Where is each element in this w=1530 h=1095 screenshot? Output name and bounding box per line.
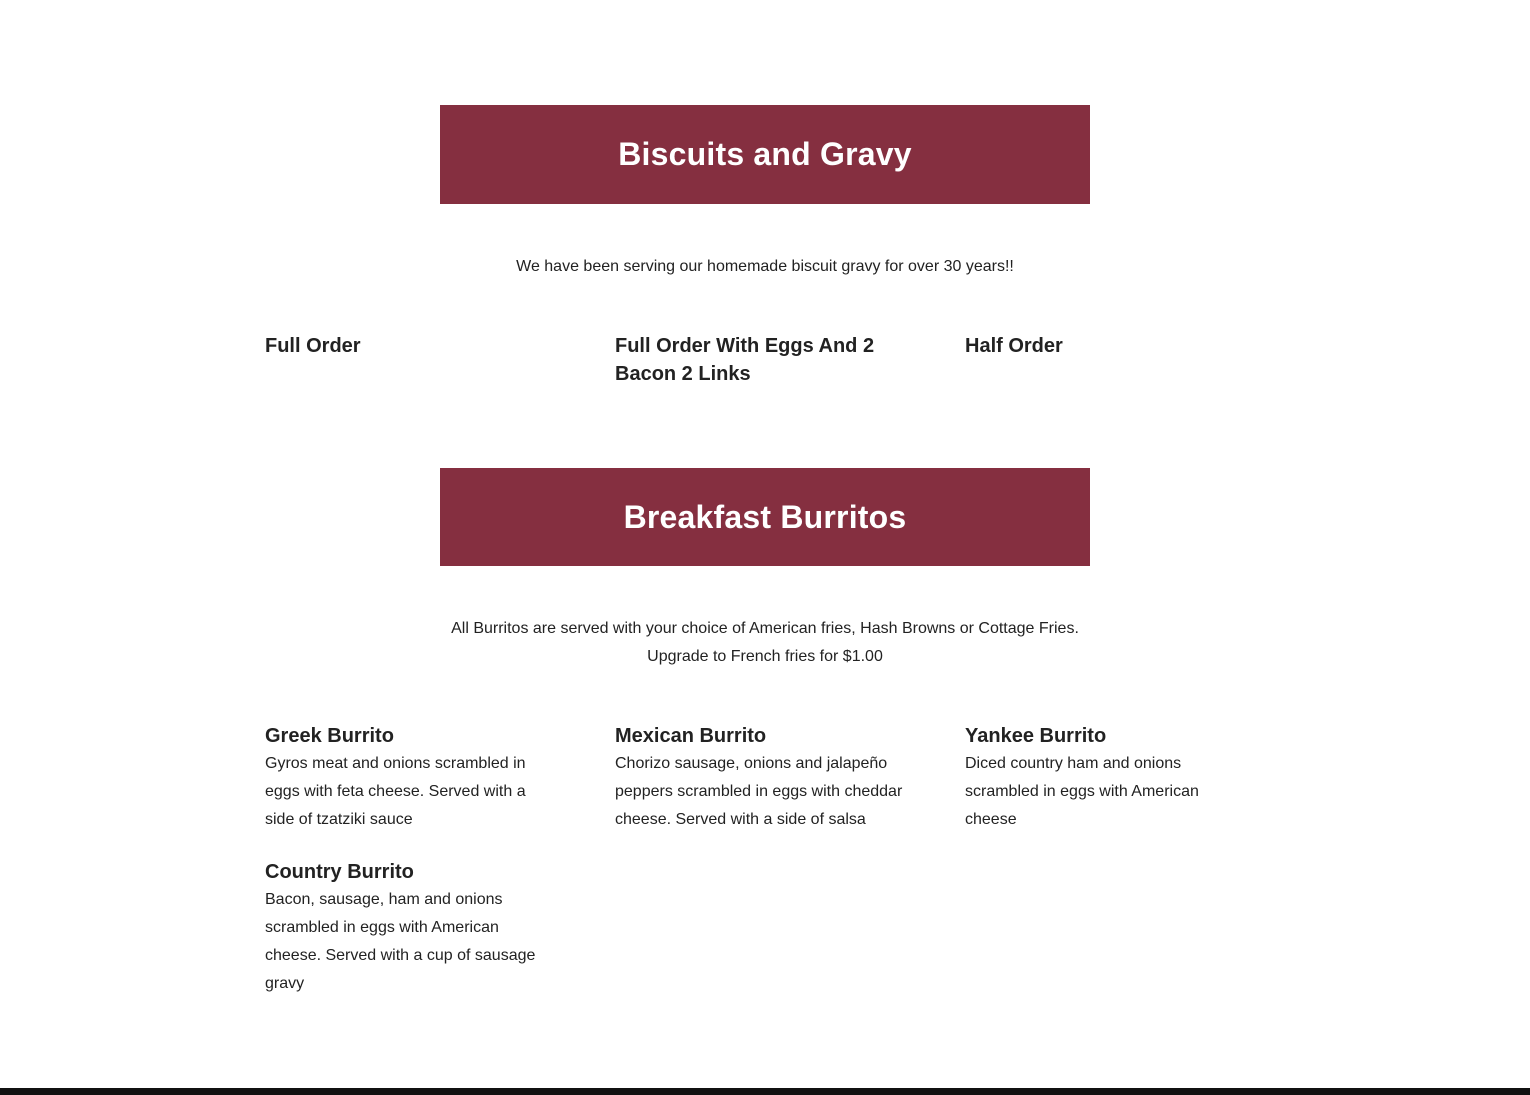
section-banner-biscuits [440, 105, 1090, 204]
section-intro [265, 615, 1265, 671]
section-intro-line: All Burritos are served with your choice of American fries, Hash Browns or Cottage Fries. [451, 620, 1079, 637]
section-intro-line: Upgrade to French fries for $1.00 [647, 648, 883, 665]
menu-item-description: Diced country ham and onions scrambled in eggs with American cheese [965, 755, 1199, 828]
menu-item-description: Gyros meat and onions scrambled in eggs with feta cheese. Served with a side of tzatziki sauce [265, 755, 526, 828]
section-title: Breakfast Burritos [623, 498, 907, 535]
section-banner-burritos [440, 468, 1090, 566]
menu-item-name: Greek Burrito [265, 725, 394, 747]
section-title: Biscuits and Gravy [618, 136, 912, 172]
menu-item [615, 722, 910, 834]
section-intro: We have been serving our homemade biscuit gravy for over 30 years!! [516, 258, 1014, 275]
menu-item-name: Yankee Burrito [965, 725, 1107, 747]
menu-item-description: Chorizo sausage, onions and jalapeño peppers scrambled in eggs with cheddar cheese. Served with a side of salsa [615, 755, 903, 828]
menu-item-name: Half Order [965, 335, 1063, 357]
menu-item-name: Full Order With Eggs And 2 Bacon 2 Links [615, 335, 875, 385]
menu-item [265, 722, 540, 834]
menu-item [965, 722, 1210, 834]
menu-item [965, 332, 1255, 360]
menu-item [265, 858, 540, 998]
menu-item-description: Bacon, sausage, ham and onions scrambled in eggs with American cheese. Served with a cup of sausage gravy [265, 891, 536, 992]
menu-item [265, 332, 555, 360]
menu-item-name: Country Burrito [265, 861, 414, 883]
menu-item-name: Mexican Burrito [615, 725, 767, 747]
menu-item [615, 332, 875, 388]
menu-item-name: Full Order [265, 335, 361, 357]
footer-bar [0, 1088, 1530, 1095]
